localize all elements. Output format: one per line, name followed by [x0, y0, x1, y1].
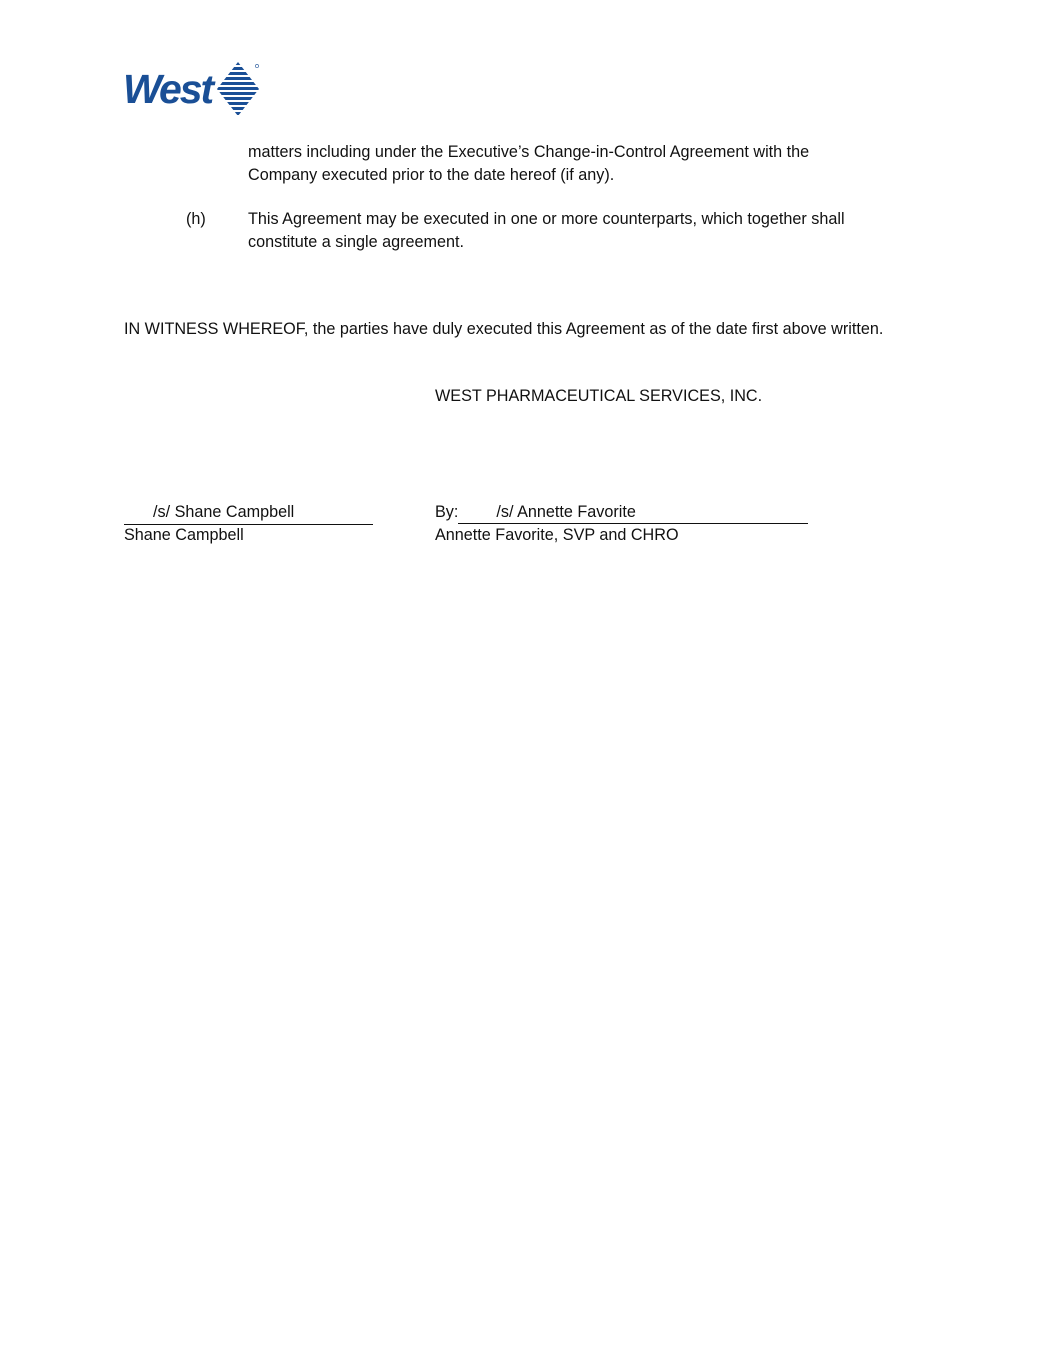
by-label: By:: [435, 503, 459, 521]
company-signature-block: [435, 501, 808, 524]
company-signer-name-title: Annette Favorite, SVP and CHRO: [435, 526, 679, 544]
continuation-line-2: Company executed prior to the date hereof (if any).: [248, 166, 615, 184]
item-h-text: [248, 208, 845, 254]
executive-signature: /s/ Shane Campbell: [153, 503, 295, 521]
company-name: WEST PHARMACEUTICAL SERVICES, INC.: [435, 387, 763, 405]
executive-name: Shane Campbell: [124, 526, 244, 544]
logo-wordmark: West: [123, 66, 213, 112]
witness-clause: IN WITNESS WHEREOF, the parties have duly executed this Agreement as of the date first above written.: [124, 320, 884, 338]
company-signature: /s/ Annette Favorite: [496, 503, 636, 521]
item-h-line-2: constitute a single agreement.: [248, 233, 464, 251]
continuation-paragraph: [248, 141, 809, 187]
item-h-label: (h): [186, 210, 206, 228]
item-h-line-1: This Agreement may be executed in one or more counterparts, which together shall: [248, 210, 845, 228]
executive-signature-line: [124, 501, 373, 525]
west-logo: [123, 60, 263, 118]
logo-diamond-icon: [215, 60, 261, 118]
continuation-line-1: matters including under the Executive’s Change-in-Control Agreement with the: [248, 143, 810, 161]
company-signature-line: [458, 501, 808, 524]
